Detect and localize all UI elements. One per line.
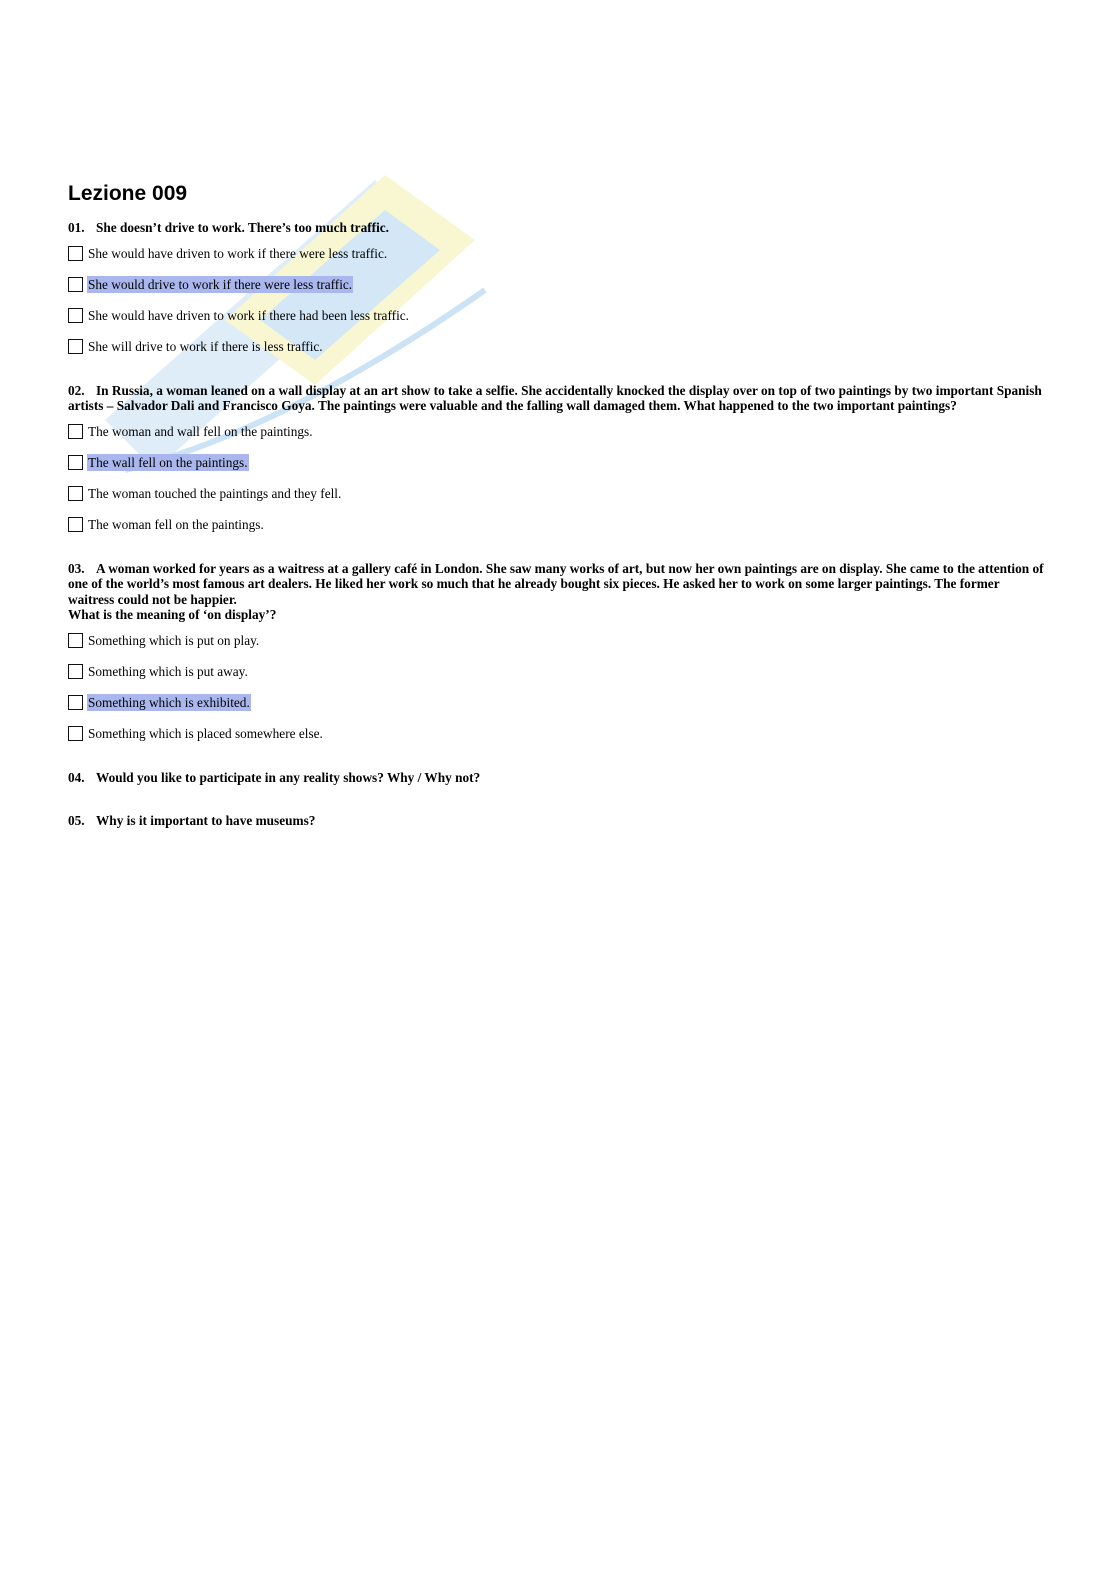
answer-checkbox[interactable]	[68, 246, 83, 261]
option-label: Something which is put away.	[88, 663, 248, 679]
option-label: Something which is put on play.	[88, 632, 260, 648]
answer-option	[68, 245, 1048, 276]
option-label: She will drive to work if there is less traffic.	[88, 338, 323, 354]
question-01	[68, 220, 1048, 369]
answer-option	[68, 663, 1048, 694]
document-page	[68, 178, 1048, 857]
question-number: 05.	[68, 813, 85, 828]
question-prompt: Would you like to participate in any reality shows? Why / Why not?	[96, 769, 481, 785]
question-text	[68, 383, 1048, 414]
option-label-highlighted: The wall fell on the paintings.	[88, 454, 248, 470]
question-prompt: She doesn’t drive to work. There’s too much traffic.	[96, 220, 389, 235]
question-03	[68, 561, 1048, 756]
option-label-highlighted: She would drive to work if there were less traffic.	[88, 276, 353, 292]
page-title: Lezione 009	[68, 182, 188, 205]
option-label: The woman and wall fell on the paintings.	[88, 423, 313, 439]
answer-option	[68, 276, 1048, 307]
question-prompt: A woman worked for years as a waitress at a gallery café in London. She saw many works of art, but now her own paintings are on display. She came to the attention of one of the world’s most famous art dealers. He liked her work so much that he already bought six pieces. He asked her to work on some larger paintings. The former waitress could not be happier. What is the meaning of ‘on display’?	[68, 560, 1044, 622]
answer-option	[68, 516, 1048, 547]
option-label: The woman fell on the paintings.	[88, 516, 264, 532]
question-number: 04.	[68, 769, 85, 785]
answer-option	[68, 307, 1048, 338]
question-text	[68, 220, 1048, 236]
answer-checkbox[interactable]	[68, 695, 83, 710]
answer-option	[68, 485, 1048, 516]
answer-option	[68, 423, 1048, 454]
answer-option	[68, 694, 1048, 725]
question-number: 01.	[68, 220, 85, 235]
answer-checkbox[interactable]	[68, 726, 83, 741]
answer-checkbox[interactable]	[68, 455, 83, 470]
option-label-highlighted: Something which is exhibited.	[88, 694, 250, 710]
answer-option	[68, 632, 1048, 663]
question-04	[68, 770, 1048, 786]
question-text	[68, 770, 1048, 786]
question-05	[68, 813, 1048, 829]
question-prompt: In Russia, a woman leaned on a wall display at an art show to take a selfie. She accidentally knocked the display over on top of two paintings by two important Spanish artists – Salvador Dali and Francisco Goya. The paintings were valuable and the falling wall damaged them. What happened to the two important paintings?	[68, 382, 1042, 413]
question-02	[68, 383, 1048, 547]
question-number: 02.	[68, 382, 85, 398]
answer-checkbox[interactable]	[68, 633, 83, 648]
question-text	[68, 561, 1048, 623]
answer-checkbox[interactable]	[68, 308, 83, 323]
option-label: She would have driven to work if there had been less traffic.	[88, 307, 409, 323]
answer-checkbox[interactable]	[68, 339, 83, 354]
question-text	[68, 813, 1048, 829]
question-number: 03.	[68, 560, 85, 576]
answer-option	[68, 725, 1048, 756]
answer-option	[68, 454, 1048, 485]
question-prompt: Why is it important to have museums?	[96, 813, 316, 828]
answer-option	[68, 338, 1048, 369]
option-label: The woman touched the paintings and they fell.	[88, 485, 342, 501]
option-label: She would have driven to work if there were less traffic.	[88, 245, 388, 261]
answer-checkbox[interactable]	[68, 517, 83, 532]
answer-checkbox[interactable]	[68, 277, 83, 292]
answer-checkbox[interactable]	[68, 424, 83, 439]
answer-checkbox[interactable]	[68, 486, 83, 501]
option-label: Something which is placed somewhere else.	[88, 725, 323, 741]
answer-checkbox[interactable]	[68, 664, 83, 679]
